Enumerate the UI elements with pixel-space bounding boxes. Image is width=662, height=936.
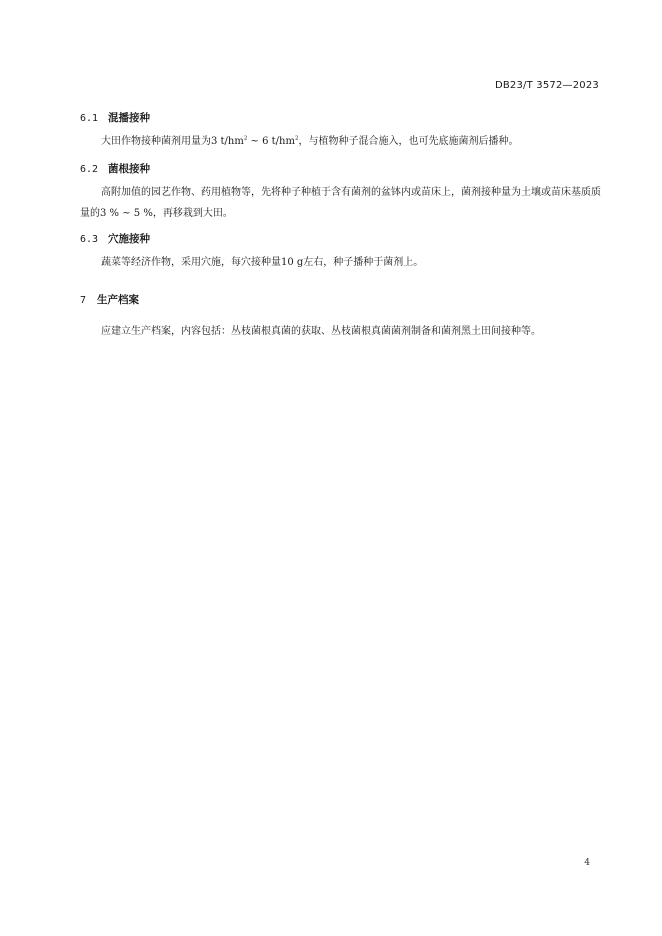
section-heading-6-1	[80, 110, 150, 125]
section-title: 菌根接种	[108, 163, 150, 175]
section-number: 6.3	[80, 234, 99, 245]
document-code: DB23/T 3572—2023	[494, 80, 599, 91]
section-paragraph-6-1	[80, 131, 601, 152]
section-number: 6.2	[80, 164, 99, 175]
section-title: 混播接种	[108, 112, 150, 124]
superscript: 2	[294, 135, 299, 142]
paragraph-text: ~ 6 t/hm	[247, 136, 295, 147]
section-number: 7	[80, 295, 87, 306]
section-heading-6-2	[80, 161, 150, 176]
paragraph-text: 大田作物接种菌剂用量为3 t/hm	[101, 136, 244, 147]
section-number: 6.1	[80, 113, 99, 124]
section-title: 生产档案	[97, 294, 139, 306]
section-heading-7	[80, 292, 139, 307]
page-number: 4	[584, 858, 590, 868]
section-heading-6-3	[80, 231, 150, 246]
superscript: 2	[243, 135, 248, 142]
section-title: 穴施接种	[108, 233, 150, 245]
section-paragraph-7: 应建立生产档案，内容包括：丛枝菌根真菌的获取、丛枝菌根真菌菌剂制备和菌剂黑土田间接种等。	[101, 326, 541, 337]
paragraph-text: ，与植物种子混合施入，也可先底施菌剂后播种。	[298, 136, 519, 147]
section-paragraph-6-3: 蔬菜等经济作物，采用穴施，每穴接种量10 g左右，种子播种于菌剂上。	[101, 257, 424, 268]
section-paragraph-6-2: 高附加值的园艺作物、药用植物等，先将种子种植于含有菌剂的盆钵内或苗床上，菌剂接种量为土壤或苗床基质质量的3 % ~ 5 %，再移栽到大田。	[80, 187, 601, 219]
